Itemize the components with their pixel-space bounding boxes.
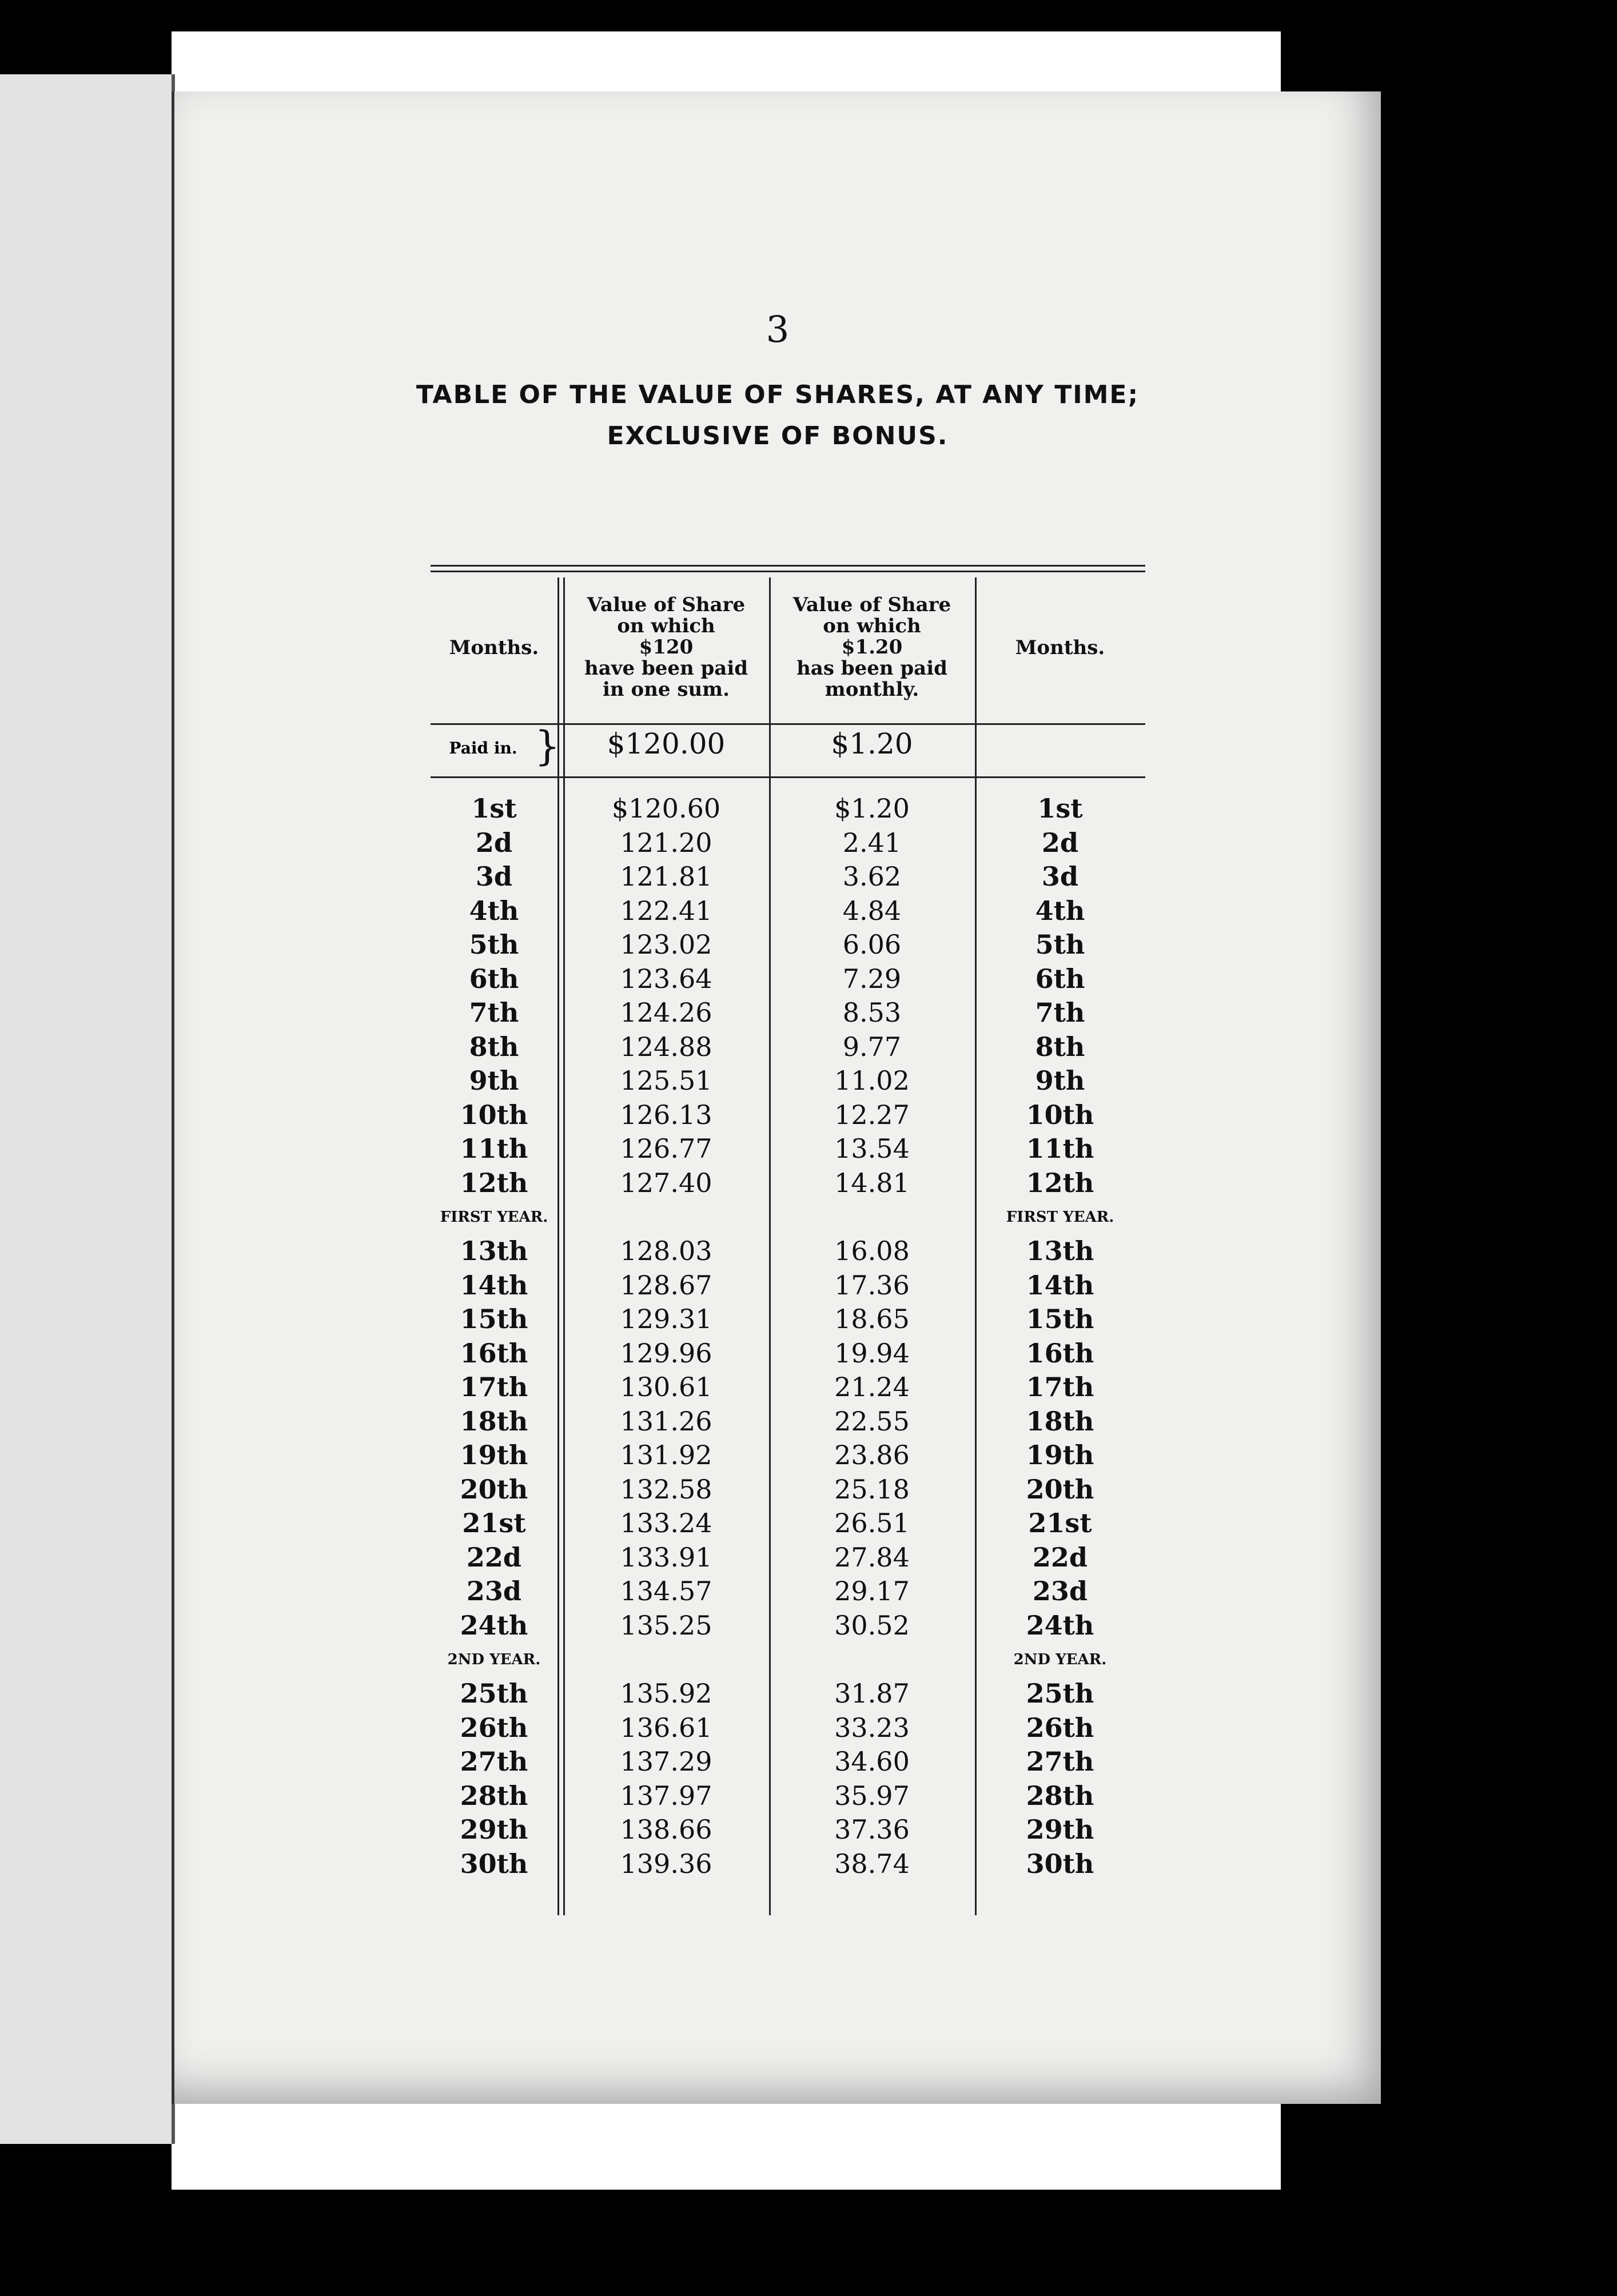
month-left: 15th — [460, 1304, 528, 1334]
month-right: 15th — [1026, 1304, 1094, 1334]
column-divider-1 — [557, 577, 559, 1915]
month-right: 1st — [1037, 793, 1083, 824]
month-left: 29th — [460, 1814, 528, 1845]
value-monthly: 30.52 — [834, 1609, 910, 1641]
year-label-left: 2ND YEAR. — [447, 1651, 541, 1668]
month-left: 25th — [460, 1678, 528, 1709]
value-lump-sum: 123.64 — [620, 963, 712, 994]
value-lump-sum: 131.26 — [620, 1405, 712, 1437]
document-page — [172, 91, 1381, 2104]
value-monthly: 34.60 — [834, 1746, 910, 1777]
value-monthly: 22.55 — [834, 1405, 910, 1437]
month-right: 22d — [1032, 1541, 1088, 1573]
month-right: 5th — [1035, 929, 1085, 960]
month-right: 4th — [1035, 895, 1085, 926]
value-monthly: 27.84 — [834, 1541, 910, 1573]
month-right: 11th — [1026, 1133, 1094, 1164]
value-lump-sum: 124.26 — [620, 997, 712, 1028]
header-line: on which — [823, 615, 921, 637]
value-monthly: 29.17 — [834, 1576, 910, 1607]
month-left: 19th — [460, 1440, 528, 1470]
value-monthly: 4.84 — [842, 895, 902, 926]
value-lump-sum: 130.61 — [620, 1372, 712, 1402]
month-left: 12th — [460, 1167, 528, 1198]
facing-page-edge — [0, 74, 175, 2144]
value-monthly: 2.41 — [842, 827, 902, 858]
value-monthly: 37.36 — [834, 1814, 910, 1845]
month-right: 7th — [1035, 997, 1085, 1028]
value-lump-sum: 128.67 — [620, 1269, 712, 1301]
value-monthly: 23.86 — [834, 1440, 910, 1470]
value-monthly: 35.97 — [834, 1780, 910, 1811]
value-monthly: 33.23 — [834, 1712, 910, 1743]
year-label-left: FIRST YEAR. — [440, 1209, 548, 1226]
month-left: 3d — [475, 861, 513, 892]
paid-in-monthly: $1.20 — [831, 727, 913, 760]
value-monthly: 19.94 — [834, 1337, 910, 1369]
month-left: 9th — [469, 1065, 519, 1096]
header-line: $1.20 — [841, 636, 903, 659]
value-monthly: 12.27 — [834, 1099, 910, 1130]
month-left: 16th — [460, 1337, 528, 1369]
month-left: 2d — [475, 827, 513, 858]
month-right: 21st — [1028, 1508, 1092, 1538]
month-left: 8th — [469, 1031, 519, 1062]
month-right: 17th — [1026, 1372, 1094, 1402]
month-left: 5th — [469, 929, 519, 960]
value-monthly: 14.81 — [834, 1167, 910, 1198]
value-monthly: 8.53 — [842, 997, 902, 1028]
page-number: 3 — [766, 309, 790, 351]
month-right: 10th — [1026, 1099, 1094, 1130]
value-lump-sum: 132.58 — [620, 1473, 712, 1505]
value-lump-sum: 138.66 — [620, 1814, 712, 1845]
month-right: 2d — [1041, 827, 1079, 858]
month-right: 20th — [1026, 1473, 1094, 1505]
value-lump-sum: 131.92 — [620, 1440, 712, 1470]
value-lump-sum: 137.29 — [620, 1746, 712, 1777]
month-right: 27th — [1026, 1746, 1094, 1777]
paid-in-bottom-rule — [431, 776, 1145, 778]
month-right: 6th — [1035, 963, 1085, 994]
value-monthly: 3.62 — [842, 861, 902, 892]
month-left: 23d — [466, 1576, 522, 1607]
value-lump-sum: 136.61 — [620, 1712, 712, 1743]
value-monthly: 17.36 — [834, 1269, 910, 1301]
year-label-right: 2ND YEAR. — [1013, 1651, 1107, 1668]
paid-in-brace: } — [535, 723, 560, 770]
value-lump-sum: 133.91 — [620, 1541, 712, 1573]
value-lump-sum: 139.36 — [620, 1848, 712, 1879]
month-right: 25th — [1026, 1678, 1094, 1709]
month-left: 10th — [460, 1099, 528, 1130]
month-right: 24th — [1026, 1609, 1094, 1641]
value-lump-sum: 126.13 — [620, 1099, 712, 1130]
value-lump-sum: 137.97 — [620, 1780, 712, 1811]
value-monthly: 6.06 — [842, 929, 902, 960]
value-lump-sum: 135.92 — [620, 1678, 712, 1709]
month-left: 24th — [460, 1609, 528, 1641]
header-lump-sum-column — [563, 595, 769, 700]
value-lump-sum: 127.40 — [620, 1167, 712, 1198]
month-left: 17th — [460, 1372, 528, 1402]
header-monthly-column — [769, 595, 975, 700]
header-line: in one sum. — [602, 678, 730, 701]
month-right: 19th — [1026, 1440, 1094, 1470]
month-left: 14th — [460, 1269, 528, 1301]
month-right: 18th — [1026, 1405, 1094, 1437]
month-right: 3d — [1041, 861, 1079, 892]
month-left: 22d — [466, 1541, 522, 1573]
value-lump-sum: 134.57 — [620, 1576, 712, 1607]
month-left: 26th — [460, 1712, 528, 1743]
month-left: 4th — [469, 895, 519, 926]
month-left: 27th — [460, 1746, 528, 1777]
value-monthly: 11.02 — [834, 1065, 910, 1096]
month-left: 18th — [460, 1405, 528, 1437]
header-line: has been paid — [796, 657, 947, 680]
table-top-rule-2 — [431, 571, 1145, 572]
header-line: have been paid — [584, 657, 748, 680]
header-line: $120 — [639, 636, 694, 659]
month-left: 6th — [469, 963, 519, 994]
header-months-left: Months. — [449, 636, 539, 659]
month-left: 28th — [460, 1780, 528, 1811]
value-monthly: 31.87 — [834, 1678, 910, 1709]
value-monthly: 26.51 — [834, 1508, 910, 1538]
value-monthly: $1.20 — [834, 793, 910, 824]
table-title-line-2: EXCLUSIVE OF BONUS. — [607, 421, 949, 451]
header-line: Value of Share — [587, 593, 746, 616]
month-right: 26th — [1026, 1712, 1094, 1743]
value-lump-sum: 128.03 — [620, 1235, 712, 1266]
header-months-right: Months. — [1015, 636, 1105, 659]
value-monthly: 18.65 — [834, 1304, 910, 1334]
month-right: 29th — [1026, 1814, 1094, 1845]
month-left: 1st — [471, 793, 517, 824]
value-lump-sum: $120.60 — [611, 793, 721, 824]
value-lump-sum: 129.96 — [620, 1337, 712, 1369]
month-left: 21st — [462, 1508, 526, 1538]
value-monthly: 38.74 — [834, 1848, 910, 1879]
paid-in-label: Paid in. — [449, 739, 517, 758]
month-left: 20th — [460, 1473, 528, 1505]
value-monthly: 16.08 — [834, 1235, 910, 1266]
paid-in-lump-sum: $120.00 — [607, 727, 726, 760]
value-lump-sum: 135.25 — [620, 1609, 712, 1641]
month-right: 8th — [1035, 1031, 1085, 1062]
header-line: on which — [617, 615, 715, 637]
month-right: 23d — [1032, 1576, 1088, 1607]
month-right: 12th — [1026, 1167, 1094, 1198]
month-left: 7th — [469, 997, 519, 1028]
month-right: 13th — [1026, 1235, 1094, 1266]
header-line: Value of Share — [792, 593, 951, 616]
month-left: 11th — [460, 1133, 528, 1164]
month-left: 30th — [460, 1848, 528, 1879]
table-top-rule — [431, 565, 1145, 567]
month-right: 9th — [1035, 1065, 1085, 1096]
header-line: monthly. — [825, 678, 919, 701]
value-lump-sum: 122.41 — [620, 895, 712, 926]
year-label-right: FIRST YEAR. — [1006, 1209, 1114, 1226]
value-lump-sum: 126.77 — [620, 1133, 712, 1164]
month-right: 28th — [1026, 1780, 1094, 1811]
value-monthly: 25.18 — [834, 1473, 910, 1505]
table-title-line-1: TABLE OF THE VALUE OF SHARES, AT ANY TIME; — [416, 380, 1140, 409]
value-lump-sum: 123.02 — [620, 929, 712, 960]
value-lump-sum: 129.31 — [620, 1304, 712, 1334]
value-lump-sum: 124.88 — [620, 1031, 712, 1062]
value-monthly: 7.29 — [842, 963, 902, 994]
month-right: 14th — [1026, 1269, 1094, 1301]
month-right: 16th — [1026, 1337, 1094, 1369]
value-lump-sum: 133.24 — [620, 1508, 712, 1538]
value-lump-sum: 121.81 — [620, 861, 712, 892]
month-left: 13th — [460, 1235, 528, 1266]
value-monthly: 13.54 — [834, 1133, 910, 1164]
month-right: 30th — [1026, 1848, 1094, 1879]
value-monthly: 21.24 — [834, 1372, 910, 1402]
value-lump-sum: 121.20 — [620, 827, 712, 858]
value-monthly: 9.77 — [842, 1031, 902, 1062]
scan-border-bottom — [0, 2190, 1617, 2296]
value-lump-sum: 125.51 — [620, 1065, 712, 1096]
